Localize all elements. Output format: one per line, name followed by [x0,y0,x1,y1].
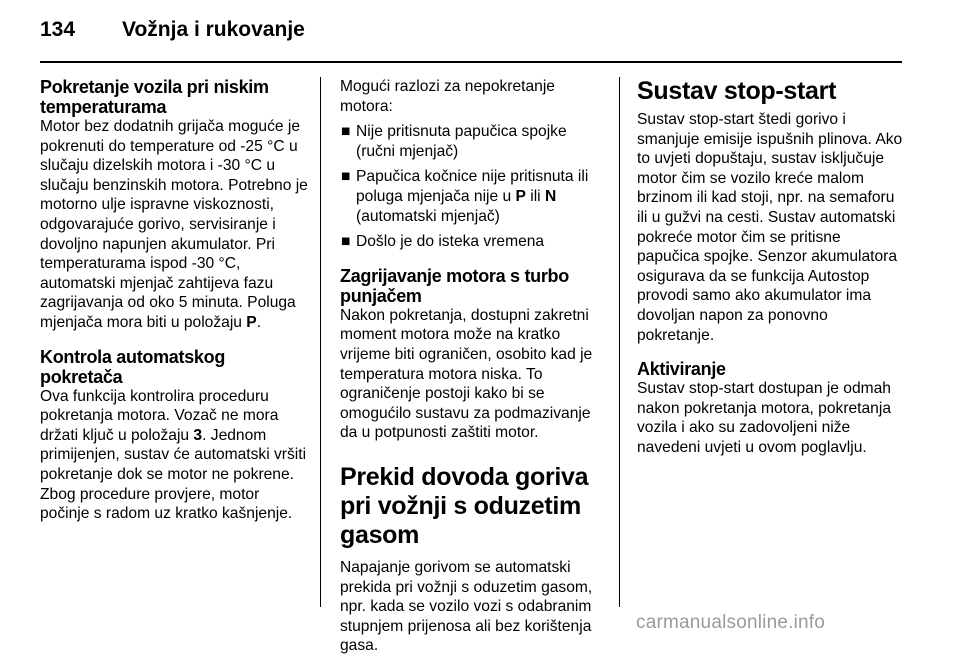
list-item-text: Papučica kočnice nije pritisnuta ili poluga mjenjača nije u [356,168,589,205]
list-item [340,167,606,226]
section-text-starter-control [40,387,308,524]
column-3 [637,77,905,458]
section-title-stop-start: Sustav stop-start [637,77,837,105]
list-item-text: Nije pritisnuta papučica spojke (ručni mjenjač) [356,123,567,160]
cold-start-text: Motor bez dodatnih grijača moguće je pokrenuti do temperature od -25 °C u slučaju dizelskih motora i -30 °C u slučaju benzinskih motora. Potrebno je motorno ulje ispravne viskoznosti, odgovarajuće gorivo, servisiranje i dovoljno napunjen akumulator. Pri temperaturama ispod -30 °C, automatski mjenjač zahtijeva fazu zagrijavanja od oko 5 minuta. Poluga mjenjača mora biti u položaju [40,118,308,331]
list-item-text: ili [525,187,545,205]
key-position-label: 3 [193,426,203,444]
watermark-text: carmanualsonline.info [636,612,826,633]
page-header [40,14,920,44]
list-item [340,122,606,161]
section-title-activation: Aktiviranje [637,359,726,380]
gear-n-label: N [544,187,557,205]
bullet-icon: ■ [341,168,351,186]
gear-p-label: P [246,313,257,331]
starter-text-a: Ova funkcija kontrolira proceduru pokretanja motora. Vozač ne mora držati ključ u položaju [40,387,279,444]
section-title-turbo-warmup: Zagrijavanje motora s turbo punjačem [340,265,569,306]
section-text-fuel-cutoff: Napajanje gorivom se automatski prekida pri vožnji s oduzetim gasom, npr. kada se vozilo vozi s odabranim stupnjem prijenosa ali bez korištenja gasa. [340,558,593,655]
column-2 [340,77,606,656]
chapter-title: Vožnja i rukovanje [122,18,305,41]
header-rule [40,61,902,63]
starter-text-b: . Jednom primijenjen, sustav će automatski vršiti pokretanje dok se motor ne pokrene. Zbog procedure provjere, motor počinje s radom uz kratko kašnjenje. [40,426,307,523]
list-item-text: Došlo je do isteka vremena [356,233,545,251]
page-number: 134 [40,18,76,41]
section-text-turbo-warmup: Nakon pokretanja, dostupni zakretni moment motora može na kratko vrijeme biti ograničen, osobito kad je temperatura motora niska. To ograničenje postoji kako bi se omogućilo sustavu za podmazivanje da u potpunosti zaštiti motor. [340,306,593,442]
no-start-intro: Mogući razlozi za nepokretanje motora: [340,78,555,115]
section-title-cold-start: Pokretanje vozila pri niskim temperaturama [40,77,269,117]
column-1 [40,77,308,524]
bullet-icon: ■ [341,123,351,141]
no-start-reasons-list [340,122,606,252]
gear-p-label: P [515,187,526,205]
section-title-fuel-cutoff: Prekid dovoda goriva pri vožnji s oduzetim gasom [340,462,589,549]
cold-start-text-end: . [256,313,262,331]
column-divider-2 [619,77,620,607]
section-text-stop-start: Sustav stop-start štedi gorivo i smanjuje emisije ispušnih plinova. Ako to uvjeti dopuštaju, sustav isključuje motor čim se vozilo kreće malom brzinom ili kad stoji, npr. na semaforu ili u gužvi na cesti. Sustav automatski pokreće motor čim se pritisne papučica spojke. Senzor akumulatora osigurava da se funkcija Autostop provodi samo ako akumulator ima dovoljan napon za ponovno pokretanje. [637,111,903,344]
list-item-text: (automatski mjenjač) [356,207,500,225]
section-text-activation: Sustav stop-start dostupan je odmah nakon pokretanja motora, pokretanja vozila i ako su zadovoljeni niže navedeni uvjeti u ovom poglavlju. [637,380,891,456]
list-item [340,232,606,252]
section-title-starter-control: Kontrola automatskog pokretača [40,346,226,387]
column-divider-1 [320,77,321,607]
bullet-icon: ■ [341,233,351,251]
section-text-cold-start [40,117,308,333]
